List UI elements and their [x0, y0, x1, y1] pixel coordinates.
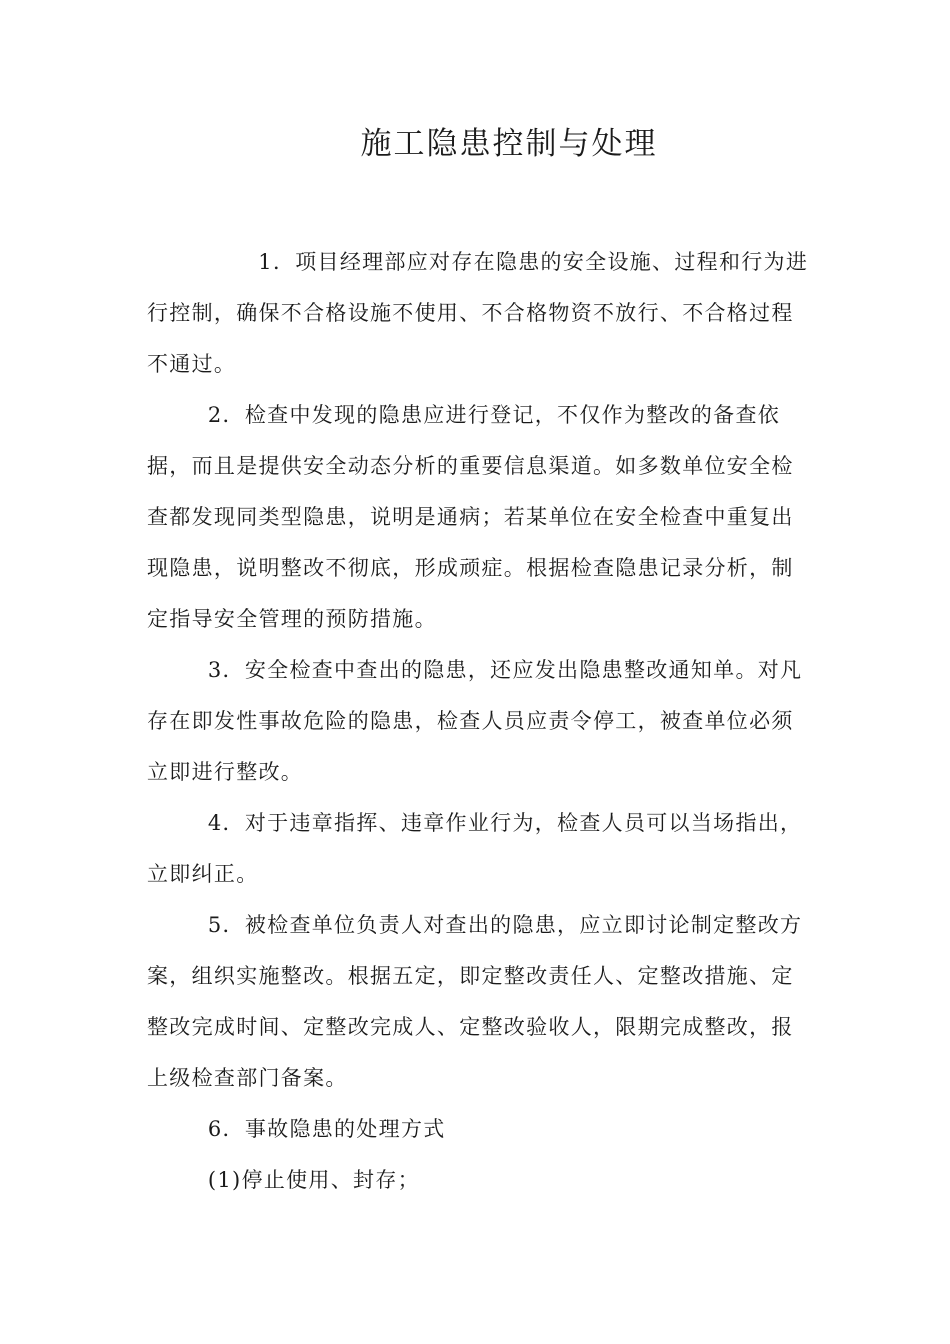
paragraph-6-heading: 6．事故隐患的处理方式	[207, 1117, 446, 1141]
list-item-1: (1)停止使用、封存；	[207, 1168, 420, 1192]
paragraph-1: 1．项目经理部应对存在隐患的安全设施、过程和行为进行控制，确保不合格设施不使用、不合格物资不放行、不合格过程不通过。	[147, 250, 809, 376]
paragraph-3: 3．安全检查中查出的隐患，还应发出隐患整改通知单。对凡存在即发性事故危险的隐患，检查人员应责令停工，被查单位必须立即进行整改。	[147, 658, 803, 784]
document-body	[147, 237, 812, 1206]
paragraph-5: 5．被检查单位负责人对查出的隐患，应立即讨论制定整改方案，组织实施整改。根据五定，即定整改责任人、定整改措施、定整改完成时间、定整改完成人、定整改验收人，限期完成整改，报上级检查部门备案。	[147, 913, 803, 1090]
paragraph-4: 4．对于违章指挥、违章作业行为，检查人员可以当场指出，立即纠正。	[147, 811, 803, 886]
paragraph-2: 2．检查中发现的隐患应进行登记，不仅作为整改的备查依据，而且是提供安全动态分析的重要信息渠道。如多数单位安全检查都发现同类型隐患，说明是通病；若某单位在安全检查中重复出现隐患，说明整改不彻底，形成顽症。根据检查隐患记录分析，制定指导安全管理的预防措施。	[147, 403, 794, 631]
page-title: 施工隐患控制与处理	[360, 126, 658, 162]
